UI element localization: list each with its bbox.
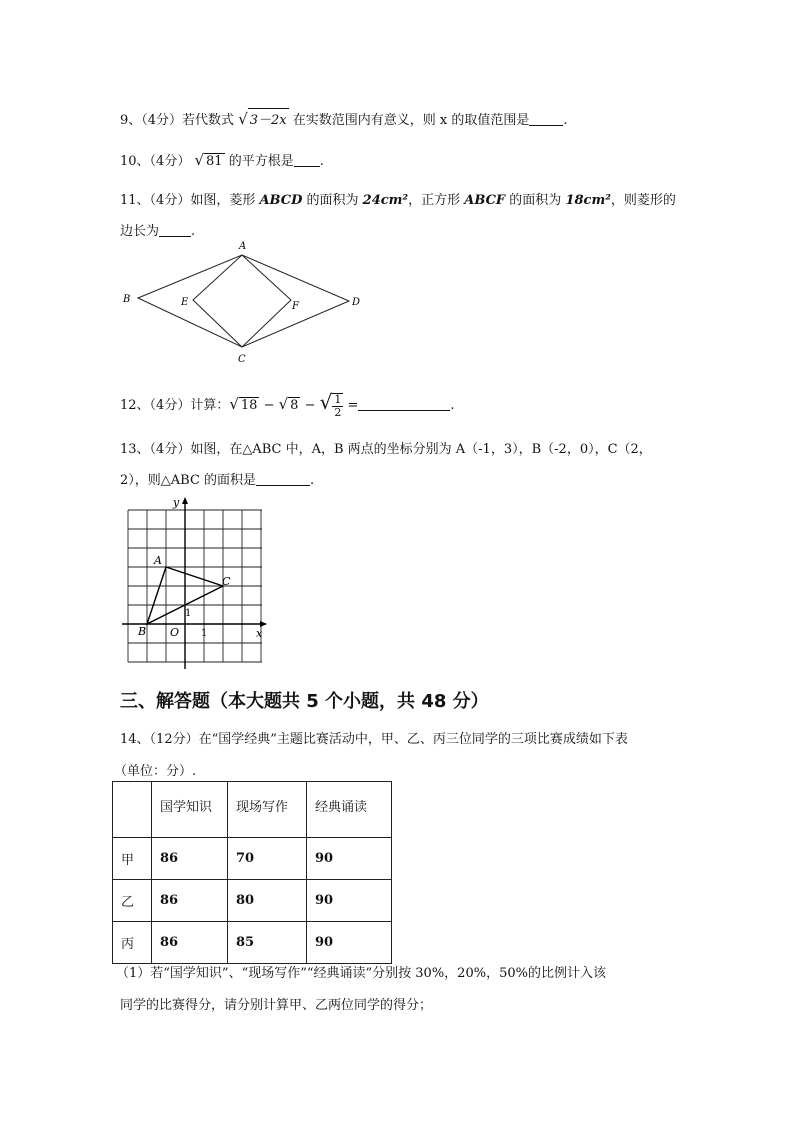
label-x: x xyxy=(256,627,263,640)
question-14-line2: （单位：分）. xyxy=(114,764,197,779)
table-row: 乙 86 80 90 xyxy=(113,880,392,922)
section-3-title: 三、解答题（本大题共 5 个小题，共 48 分） xyxy=(120,691,489,712)
figure-coordinate-grid xyxy=(118,495,268,671)
label-C: C xyxy=(222,575,231,588)
label-B: B xyxy=(138,625,147,638)
table-row: 丙 86 85 90 xyxy=(113,922,392,964)
answer-blank xyxy=(256,473,310,486)
q9-radicand: 3－2x xyxy=(248,108,289,128)
table-row: 甲 86 70 90 xyxy=(113,838,392,880)
label-O: O xyxy=(170,626,180,639)
label-y: y xyxy=(173,496,180,509)
question-14-part-1: （1）若“国学知识”、“现场写作”“经典诵读”分别按 30%，20%，50%的比例计入该 xyxy=(116,966,606,981)
question-11-line2: 边长为 . xyxy=(120,224,196,239)
label-A: A xyxy=(239,241,247,252)
question-10: 10、（4分） √ 81 的平方根是 . xyxy=(120,151,324,169)
question-13-line2: 2），则△ABC 的面积是 . xyxy=(120,473,315,488)
label-B: B xyxy=(123,294,131,305)
score-table xyxy=(112,781,392,964)
question-14-part-1-line2: 同学的比赛得分，请分别计算甲、乙两位同学的得分； xyxy=(120,998,433,1013)
label-C: C xyxy=(238,354,246,365)
answer-blank xyxy=(358,398,450,411)
question-14: 14、（12分）在“国学经典”主题比赛活动中，甲、乙、丙三位同学的三项比赛成绩如下表 xyxy=(120,732,628,747)
q10-radicand: 81 xyxy=(206,154,223,169)
question-12: 12、（4分）计算：√ 18 − √ 8 − √ $\frac{1}{2}$ = . xyxy=(120,390,455,419)
label-one-x: 1 xyxy=(201,628,208,639)
answer-blank xyxy=(294,154,320,167)
question-9: 9、（4分）若代数式 √ 3－2x 在实数范围内有意义，则 x 的取值范围是 . xyxy=(120,110,568,128)
label-D: D xyxy=(352,297,361,308)
question-11: 11、（4分）如图，菱形 ABCD 的面积为 24cm²，正方形 ABCF 的面积为 18cm²，则菱形的 xyxy=(120,193,676,208)
label-one-y: 1 xyxy=(185,608,192,619)
y-axis-arrow xyxy=(182,497,188,504)
label-A: A xyxy=(154,554,162,567)
label-F: F xyxy=(292,301,299,312)
table-header-row: 国学知识 现场写作 经典诵读 xyxy=(113,782,392,838)
figure-rhombus-square xyxy=(115,238,375,366)
question-13: 13、（4分）如图，在△ABC 中，A，B 两点的坐标分别为 A（-1，3），B（-2，0），C（2， xyxy=(120,442,652,457)
rhombus-abcd xyxy=(138,255,349,347)
answer-blank xyxy=(159,224,191,237)
answer-blank xyxy=(529,113,563,126)
label-E: E xyxy=(181,297,189,308)
fraction-one-half: $\frac{1}{2}$ xyxy=(334,392,342,419)
